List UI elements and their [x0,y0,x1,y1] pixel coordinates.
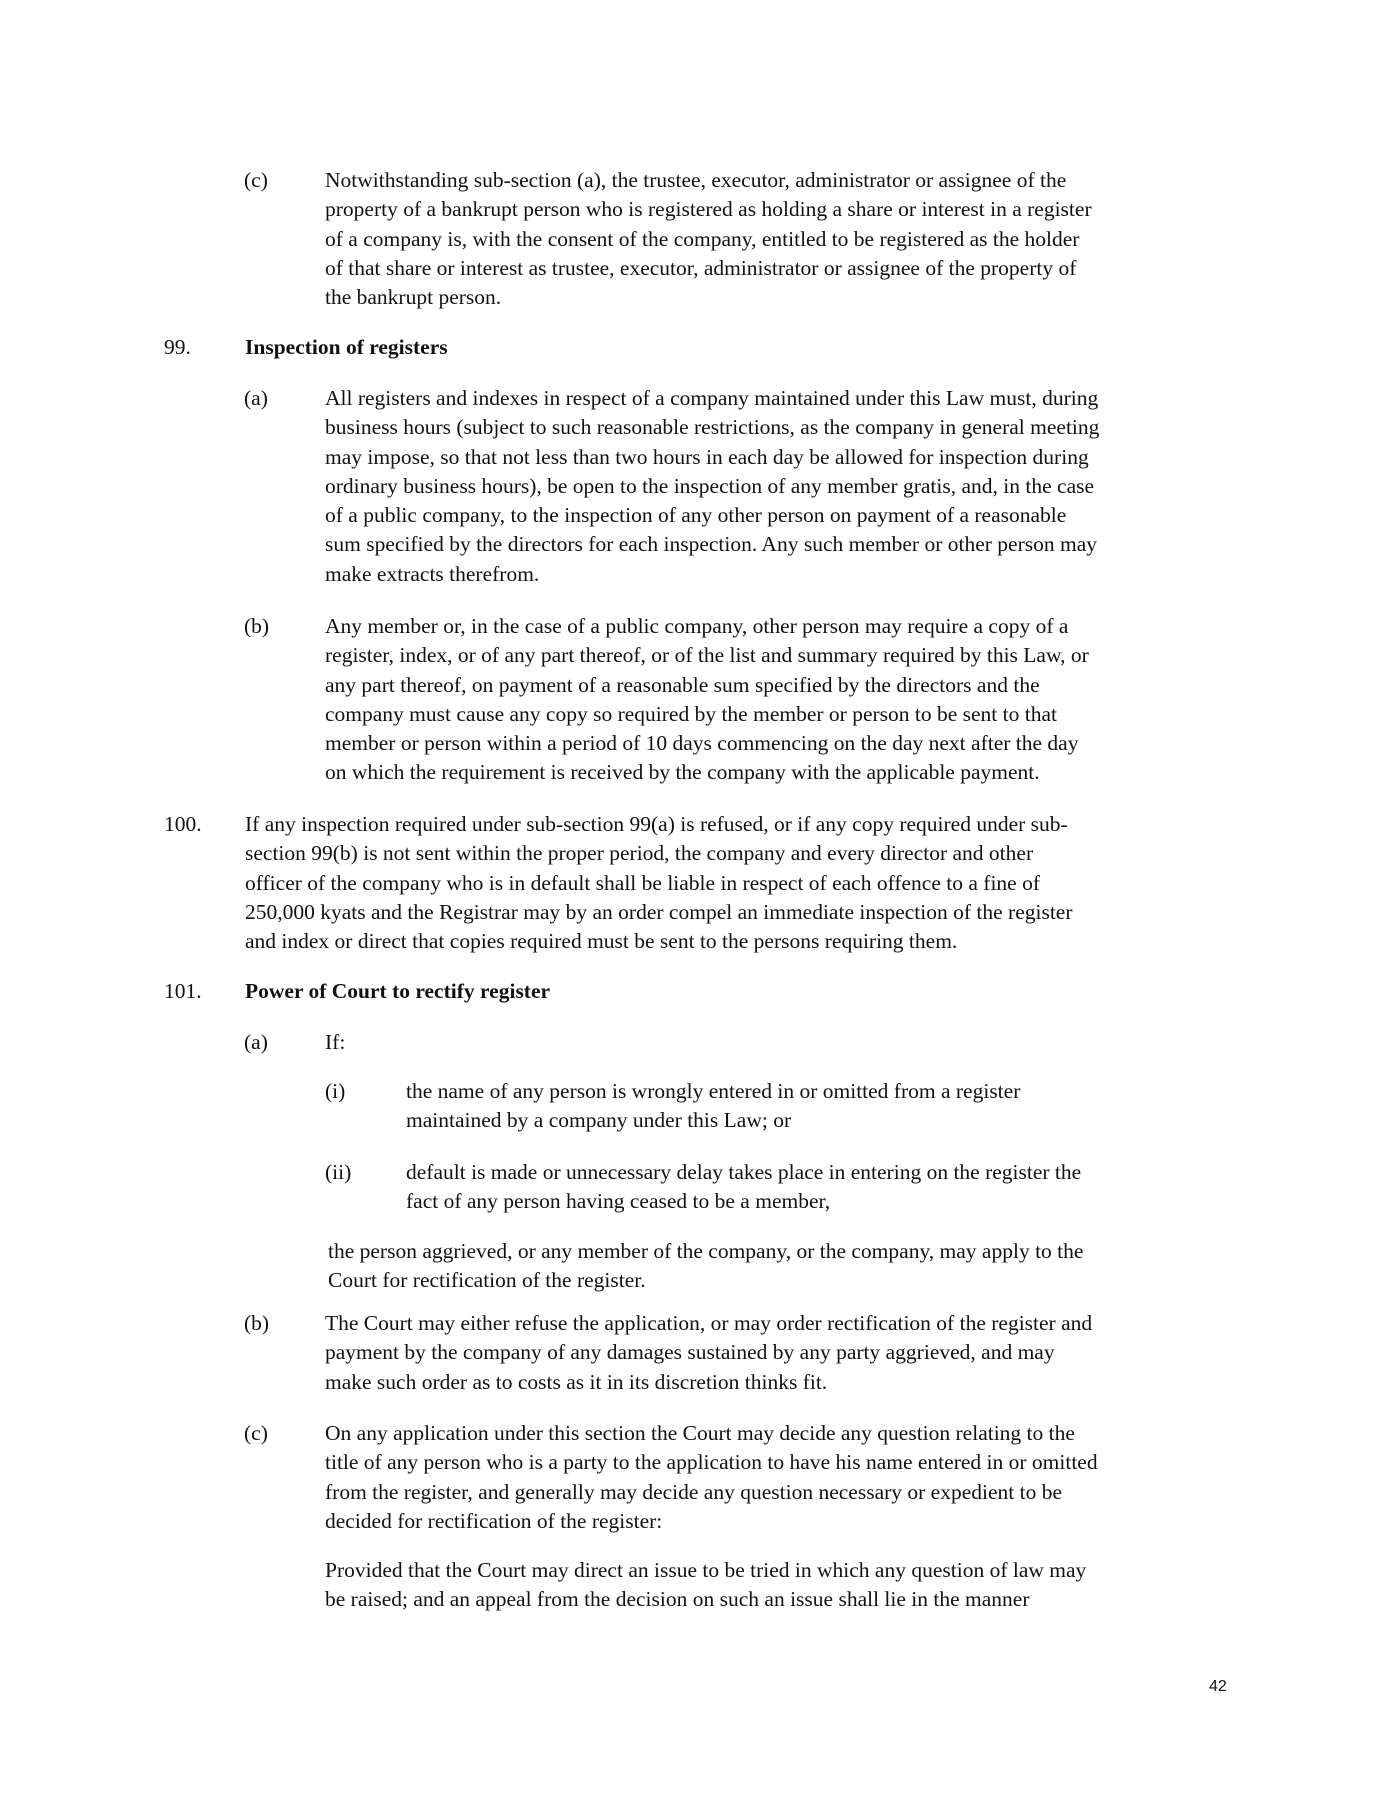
text-line: register, index, or of any part thereof, or of the list and summary required by this Law, or [325,643,1089,668]
text-line: of a company is, with the consent of the company, entitled to be registered as the holder [325,226,1080,251]
text-line: All registers and indexes in respect of a company maintained under this Law must, during [325,386,1099,410]
text-line: from the register, and generally may decide any question necessary or expedient to be [325,1479,1063,1504]
text-line: be raised; and an appeal from the decision on such an issue shall lie in the manner [325,1587,1030,1612]
paragraph-number: 100. [164,812,202,836]
paragraph-text [325,1028,345,1057]
text-line: officer of the company who is in default shall be liable in respect of each offence to a fine of [245,870,1040,895]
section-heading [245,977,550,1006]
text-line: company must cause any copy so required by the member or person to be sent to that [325,701,1057,726]
paragraph-text [325,384,1099,589]
paragraph-text [328,1237,1083,1296]
paragraph-number: (i) [325,1079,346,1103]
paragraph-text [325,1309,1092,1397]
text-line: decided for rectification of the register: [325,1508,663,1533]
text-line: Provided that the Court may direct an issue to be tried in which any question of law may [325,1558,1087,1582]
text-line: Notwithstanding sub-section (a), the trustee, executor, administrator or assignee of the [325,168,1067,192]
paragraph-number: (a) [244,1030,268,1054]
text-line: The Court may either refuse the application, or may order rectification of the register and [325,1311,1093,1335]
text-line: business hours (subject to such reasonable restrictions, as the company in general meeting [325,415,1100,440]
paragraph-number: (a) [244,386,268,410]
paragraph-number: (b) [244,1311,270,1335]
text-line: sum specified by the directors for each inspection. Any such member or other person may [325,532,1097,557]
paragraph-text [406,1077,1020,1136]
paragraph-number: (b) [244,614,270,638]
text-line: On any application under this section the Court may decide any question relating to the [325,1421,1075,1445]
text-line: Any member or, in the case of a public company, other person may require a copy of a [325,614,1069,638]
text-line: make extracts therefrom. [325,561,540,586]
paragraph-text [325,612,1089,788]
text-line: payment by the company of any damages sustained by any party aggrieved, and may [325,1340,1055,1365]
text-line: If any inspection required under sub-section 99(a) is refused, or if any copy required under sub- [245,812,1068,836]
text-line: Inspection of registers [245,335,448,359]
text-line: on which the requirement is received by the company with the applicable payment. [325,760,1040,785]
text-line: may impose, so that not less than two hours in each day be allowed for inspection during [325,444,1089,469]
text-line: maintained by a company under this Law; or [406,1108,792,1133]
text-line: any part thereof, on payment of a reasonable sum specified by the directors and the [325,672,1040,697]
paragraph-text [325,1419,1098,1536]
paragraph-number: (c) [244,1421,268,1445]
text-line: section 99(b) is not sent within the proper period, the company and every director and other [245,841,1034,866]
text-line: default is made or unnecessary delay takes place in entering on the register the [406,1160,1082,1184]
paragraph-number: 99. [164,335,191,359]
paragraph-number: (c) [244,168,268,192]
text-line: property of a bankrupt person who is registered as holding a share or interest in a register [325,197,1092,222]
text-line: of that share or interest as trustee, executor, administrator or assignee of the property of [325,255,1077,280]
section-heading [245,333,448,362]
text-line: member or person within a period of 10 days commencing on the day next after the day [325,731,1079,756]
text-line: of a public company, to the inspection of any other person on payment of a reasonable [325,503,1067,528]
text-line: title of any person who is a party to the application to have his name entered in or omitted [325,1450,1098,1475]
paragraph-number: (ii) [325,1160,352,1184]
page-number: 42 [1209,1678,1227,1695]
paragraph-text [406,1158,1081,1217]
text-line: 250,000 kyats and the Registrar may by an order compel an immediate inspection of the register [245,899,1073,924]
text-line: the bankrupt person. [325,285,502,310]
paragraph-text [325,166,1092,312]
text-line: and index or direct that copies required must be sent to the persons requiring them. [245,929,958,954]
paragraph-text [325,1556,1086,1615]
paragraph-text [245,810,1073,956]
text-line: the name of any person is wrongly entered in or omitted from a register [406,1079,1021,1103]
text-line: If: [325,1030,346,1054]
text-line: make such order as to costs as it in its discretion thinks fit. [325,1369,828,1394]
text-line: Power of Court to rectify register [245,979,551,1003]
text-line: Court for rectification of the register. [328,1268,646,1293]
text-line: fact of any person having ceased to be a member, [406,1189,831,1214]
text-line: ordinary business hours), be open to the inspection of any member gratis, and, in the case [325,473,1095,498]
text-line: the person aggrieved, or any member of the company, or the company, may apply to the [328,1239,1084,1263]
paragraph-number: 101. [164,979,202,1003]
